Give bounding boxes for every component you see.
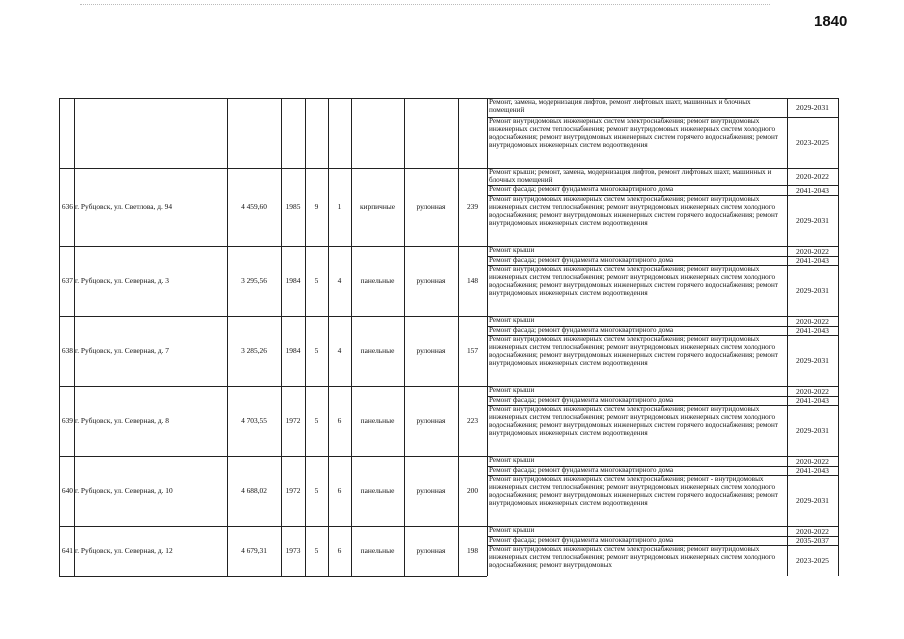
address-cell: г. Рубцовск, ул. Северная, д. 7 (75, 345, 169, 355)
walls-cell: панельные (360, 345, 395, 355)
apartments-cell: 198 (466, 545, 479, 555)
work-description: Ремонт крыши; ремонт, замена, модернизация лифтов, ремонт лифтовых шахт, машинных и блочных помещений (489, 168, 772, 185)
year-cell: 1984 (285, 345, 301, 355)
work-description: Ремонт фасада; ремонт фундамента многоквартирного дома (489, 396, 674, 404)
work-period: 2041-2043 (796, 466, 829, 475)
work-period: 2029-2031 (796, 103, 829, 112)
work-description: Ремонт фасада; ремонт фундамента многоквартирного дома (489, 466, 674, 474)
floors-cell: 5 (314, 415, 319, 425)
area-cell: 4 688,02 (241, 485, 267, 495)
apartments-cell: 223 (466, 415, 479, 425)
entrances-cell: 6 (337, 545, 342, 555)
work-description: Ремонт крыши (489, 316, 535, 324)
work-period: 2020-2022 (796, 316, 829, 326)
entrances-cell: 4 (337, 275, 342, 285)
roof-cell: рулонная (416, 275, 446, 285)
row-number: 638 (61, 345, 73, 355)
work-description: Ремонт внутридомовых инженерных систем электроснабжения; ремонт внутридомовых инженерных систем теплоснабжения; ремонт внутридомовых инженерных систем холодного водоснабжения; ремонт внутридомовых инженерных систем горячего водоснабжения; ремонт внутридомовых инженерных систем водоотведения (489, 265, 779, 298)
roof-cell: рулонная (416, 345, 446, 355)
row-number: 639 (61, 415, 73, 425)
work-description: Ремонт, замена, модернизация лифтов, ремонт лифтовых шахт, машинных и блочных помещений (489, 98, 751, 115)
table-column-divider (487, 98, 488, 576)
work-description: Ремонт фасада; ремонт фундамента многоквартирного дома (489, 185, 674, 193)
year-cell: 1985 (285, 201, 301, 211)
floors-cell: 5 (314, 545, 319, 555)
work-period: 2020-2022 (796, 456, 829, 466)
scan-top-edge (80, 4, 770, 5)
walls-cell: панельные (360, 485, 395, 495)
work-period: 2023-2025 (796, 556, 829, 565)
apartments-cell: 239 (466, 201, 479, 211)
address-cell: г. Рубцовск, ул. Светлова, д. 94 (75, 201, 173, 211)
area-cell: 4 703,55 (241, 415, 267, 425)
entrances-cell: 4 (337, 345, 342, 355)
row-number: 641 (61, 545, 73, 555)
roof-cell: рулонная (416, 415, 446, 425)
work-period: 2041-2043 (796, 185, 829, 195)
work-period: 2029-2031 (796, 216, 829, 225)
walls-cell: панельные (360, 545, 395, 555)
floors-cell: 5 (314, 345, 319, 355)
walls-cell: кирпичные (359, 201, 396, 211)
address-cell: г. Рубцовск, ул. Северная, д. 8 (75, 415, 169, 425)
row-number: 640 (61, 485, 73, 495)
address-cell: г. Рубцовск, ул. Северная, д. 10 (75, 485, 173, 495)
work-description: Ремонт фасада; ремонт фундамента многоквартирного дома (489, 536, 674, 544)
area-cell: 3 295,56 (241, 275, 267, 285)
work-description: Ремонт крыши (489, 526, 535, 534)
apartments-cell: 148 (466, 275, 479, 285)
work-period: 2029-2031 (796, 496, 829, 505)
work-description: Ремонт внутридомовых инженерных систем электроснабжения; ремонт внутридомовых инженерных систем теплоснабжения; ремонт внутридомовых инженерных систем холодного водоснабжения; ремонт внутридомовых инженерных систем горячего водоснабжения; ремонт внутридомовых инженерных систем водоотведения (489, 117, 779, 150)
roof-cell: рулонная (416, 485, 446, 495)
work-period: 2029-2031 (796, 286, 829, 295)
area-cell: 3 285,26 (241, 345, 267, 355)
entrances-cell: 1 (337, 201, 342, 211)
page-number: 1840 (814, 13, 848, 30)
entrances-cell: 6 (337, 415, 342, 425)
year-cell: 1972 (285, 415, 301, 425)
work-description: Ремонт внутридомовых инженерных систем электроснабжения; ремонт внутридомовых инженерных систем теплоснабжения; ремонт внутридомовых инженерных систем холодного водоснабжения; ремонт внутридомовых (489, 545, 776, 570)
table-border-top (59, 98, 487, 99)
apartments-cell: 157 (466, 345, 479, 355)
work-period: 2020-2022 (796, 526, 829, 536)
work-period: 2041-2043 (796, 326, 829, 335)
work-description: Ремонт крыши (489, 246, 535, 254)
work-description: Ремонт внутридомовых инженерных систем электроснабжения; ремонт внутридомовых инженерных систем теплоснабжения; ремонт внутридомовых инженерных систем холодного водоснабжения; ремонт внутридомовых инженерных систем горячего водоснабжения; ремонт внутридомовых инженерных систем водоотведения (489, 195, 779, 228)
row-number: 636 (61, 201, 73, 211)
floors-cell: 5 (314, 275, 319, 285)
address-cell: г. Рубцовск, ул. Северная, д. 12 (75, 545, 173, 555)
walls-cell: панельные (360, 275, 395, 285)
work-period: 2020-2022 (796, 386, 829, 396)
work-period: 2029-2031 (796, 426, 829, 435)
year-cell: 1973 (285, 545, 301, 555)
work-period: 2035-2037 (796, 536, 829, 545)
work-period: 2041-2043 (796, 396, 829, 405)
work-description: Ремонт внутридомовых инженерных систем электроснабжения; ремонт - внутридомовых инженерных систем теплоснабжения; ремонт внутридомовых инженерных систем холодного водоснабжения; ремонт внутридомовых инженерных систем горячего водоснабжения; ремонт внутридомовых инженерных систем водоотведения (489, 475, 779, 508)
work-period: 2029-2031 (796, 356, 829, 365)
table-border-bottom (59, 576, 487, 577)
work-description: Ремонт внутридомовых инженерных систем электроснабжения; ремонт внутридомовых инженерных систем теплоснабжения; ремонт внутридомовых инженерных систем холодного водоснабжения; ремонт внутридомовых инженерных систем горячего водоснабжения; ремонт внутридомовых инженерных систем водоотведения (489, 405, 779, 438)
apartments-cell: 200 (466, 485, 479, 495)
area-cell: 4 679,31 (241, 545, 267, 555)
area-cell: 4 459,60 (241, 201, 267, 211)
work-period: 2020-2022 (796, 246, 829, 256)
work-description: Ремонт крыши (489, 386, 535, 394)
walls-cell: панельные (360, 415, 395, 425)
work-period: 2041-2043 (796, 256, 829, 265)
work-description: Ремонт фасада; ремонт фундамента многоквартирного дома (489, 256, 674, 264)
roof-cell: рулонная (416, 545, 446, 555)
floors-cell: 5 (314, 485, 319, 495)
work-period: 2023-2025 (796, 138, 829, 147)
work-description: Ремонт фасада; ремонт фундамента многоквартирного дома (489, 326, 674, 334)
work-description: Ремонт крыши (489, 456, 535, 464)
address-cell: г. Рубцовск, ул. Северная, д. 3 (75, 275, 169, 285)
floors-cell: 9 (314, 201, 319, 211)
row-number: 637 (61, 275, 73, 285)
work-description: Ремонт внутридомовых инженерных систем электроснабжения; ремонт внутридомовых инженерных систем теплоснабжения; ремонт внутридомовых инженерных систем холодного водоснабжения; ремонт внутридомовых инженерных систем горячего водоснабжения; ремонт внутридомовых инженерных систем водоотведения (489, 335, 779, 368)
work-period: 2020-2022 (796, 172, 829, 181)
year-cell: 1972 (285, 485, 301, 495)
year-cell: 1984 (285, 275, 301, 285)
entrances-cell: 6 (337, 485, 342, 495)
roof-cell: рулонная (416, 201, 446, 211)
table-border-right (838, 98, 839, 576)
